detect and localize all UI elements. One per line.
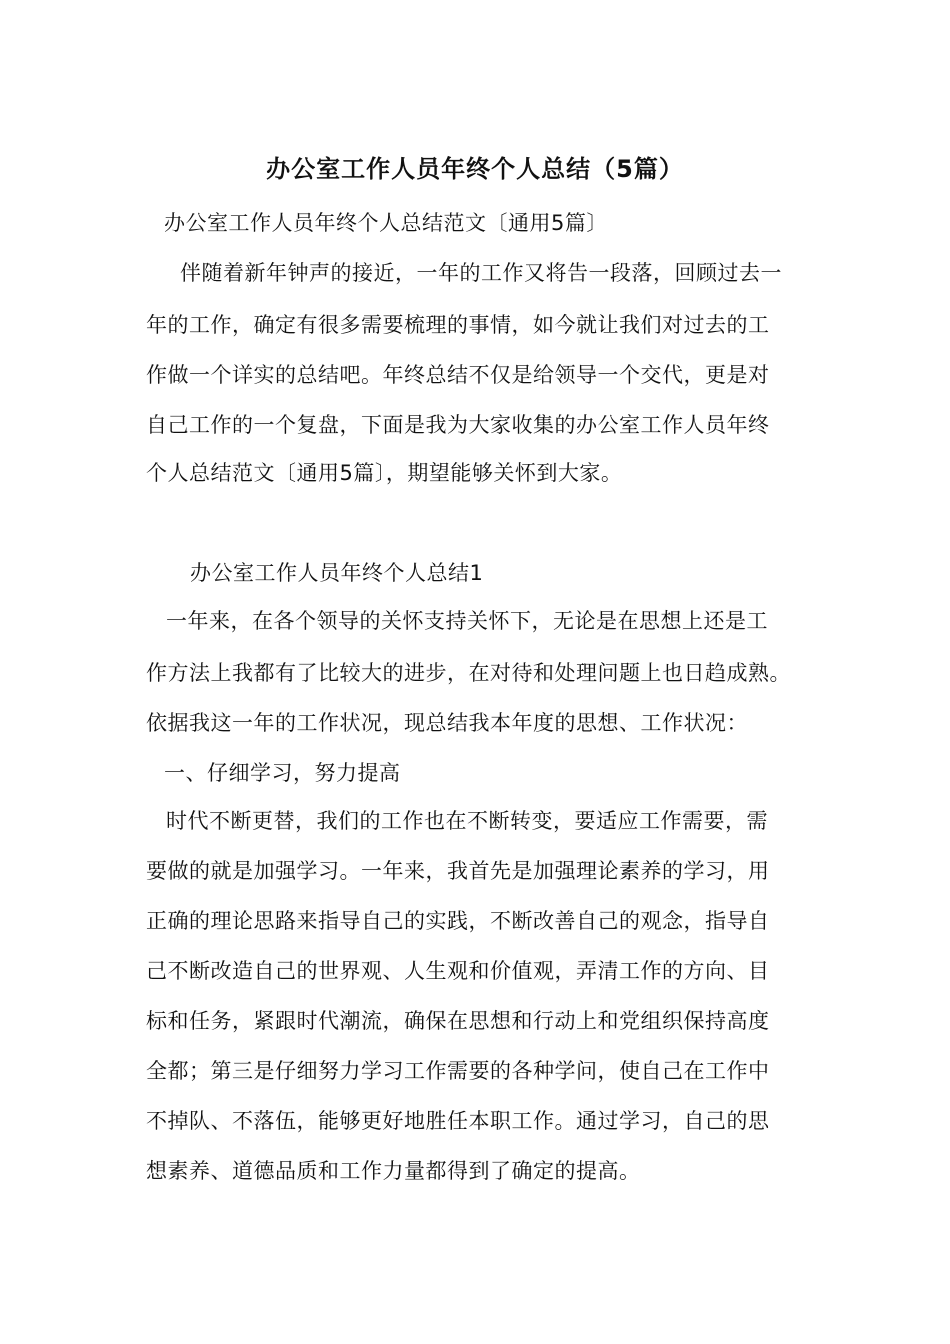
section1-line-2: 作方法上我都有了比较大的进步，在对待和处理问题上也日趋成熟。 xyxy=(146,661,791,685)
intro-line-1: 伴随着新年钟声的接近，一年的工作又将告一段落，回顾过去一 xyxy=(180,261,782,285)
body-line-1: 时代不断更替，我们的工作也在不断转变，要适应工作需要，需 xyxy=(166,809,768,833)
body-line-8: 想素养、道德品质和工作力量都得到了确定的提高。 xyxy=(146,1159,641,1183)
body-line-7: 不掉队、不落伍，能够更好地胜任本职工作。通过学习，自己的思 xyxy=(146,1109,770,1133)
section1-heading: 办公室工作人员年终个人总结1 xyxy=(190,561,484,585)
intro-line-3: 作做一个详实的总结吧。年终总结不仅是给领导一个交代，更是对 xyxy=(146,363,770,387)
intro-line-4: 自己工作的一个复盘，下面是我为大家收集的办公室工作人员年终 xyxy=(146,413,770,437)
body-line-2: 要做的就是加强学习。一年来，我首先是加强理论素养的学习，用 xyxy=(146,859,770,883)
intro-line-2: 年的工作，确定有很多需要梳理的事情，如今就让我们对过去的工 xyxy=(146,313,770,337)
document-title: 办公室工作人员年终个人总结（5篇） xyxy=(266,155,684,183)
body-line-6: 全都；第三是仔细努力学习工作需要的各种学问，使自己在工作中 xyxy=(146,1059,770,1083)
body-line-5: 标和任务，紧跟时代潮流，确保在思想和行动上和党组织保持高度 xyxy=(146,1009,770,1033)
body-line-3: 正确的理论思路来指导自己的实践，不断改善自己的观念，指导自 xyxy=(146,909,770,933)
document-subtitle: 办公室工作人员年终个人总结范文〔通用5篇〕 xyxy=(164,211,608,235)
subheading-1: 一、仔细学习，努力提高 xyxy=(164,761,401,785)
section1-line-1: 一年来，在各个领导的关怀支持关怀下，无论是在思想上还是工 xyxy=(166,609,768,633)
section1-line-3: 依据我这一年的工作状况，现总结我本年度的思想、工作状况： xyxy=(146,711,748,735)
body-line-4: 己不断改造自己的世界观、人生观和价值观，弄清工作的方向、目 xyxy=(146,959,770,983)
intro-line-5: 个人总结范文〔通用5篇〕，期望能够关怀到大家。 xyxy=(146,461,623,485)
